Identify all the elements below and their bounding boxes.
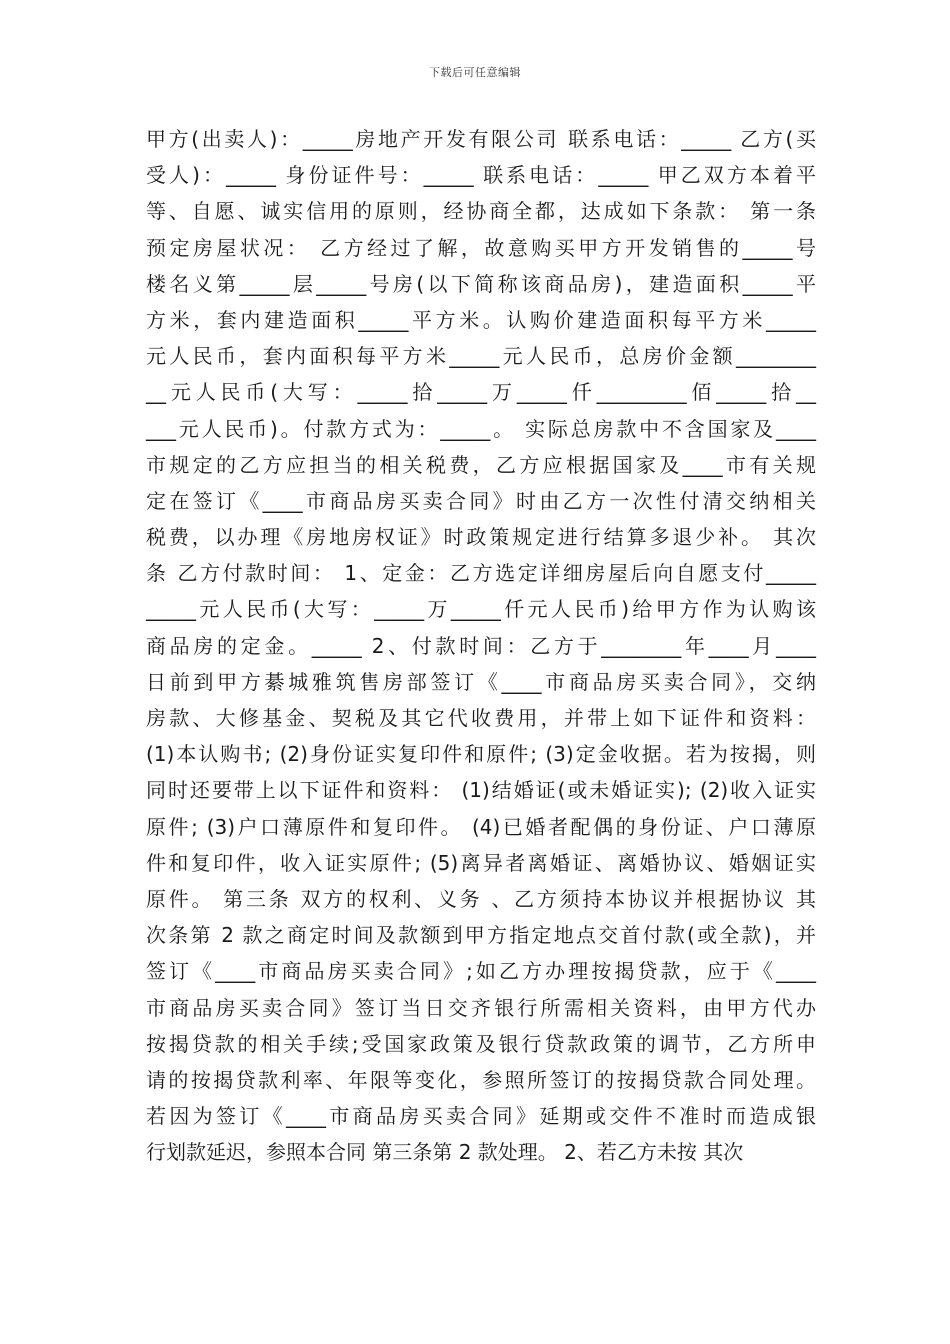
text-line-6: 方米，套内建造面积_____平方米。认购价建造面积每平方米_____ xyxy=(146,307,816,332)
text-line-7: 元人民币，套内面积每平方米_____元人民币，总房价金额________ xyxy=(146,344,816,369)
text-line-8: __元人民币(大写：_____拾_____万_____仟_________佰_____拾__ xyxy=(146,380,816,405)
text-line-10: 市规定的乙方应担当的相关税费，乙方应根据国家及____市有关规 xyxy=(146,452,816,477)
text-line-16: 日前到甲方綦城雅筑售房部签订《____市商品房买卖合同》，交纳 xyxy=(146,669,816,694)
page-header: 下载后可任意编辑 xyxy=(429,66,521,79)
text-line-14: _____元人民币(大写：_____万_____仟元人民币)给甲方作为认购该 xyxy=(146,597,816,622)
text-line-20: 原件; (3)户口薄原件和复印件。 (4)已婚者配偶的身份证、户口薄原 xyxy=(146,814,816,839)
text-line-27: 请的按揭贷款利率、年限等变化，参照所签订的按揭贷款合同处理。 xyxy=(146,1067,816,1092)
text-line-18: (1)本认购书; (2)身份证实复印件和原件; (3)定金收据。若为按揭，则 xyxy=(146,742,816,767)
text-line-15: 商品房的定金。_____ 2、付款时间：乙方于________年____月____ xyxy=(146,633,816,658)
text-line-24: 签订《____市商品房买卖合同》;如乙方办理按揭贷款，应于《____ xyxy=(146,959,816,984)
text-line-9: ___元人民币)。付款方式为：_____。 实际总房款中不含国家及____ xyxy=(146,416,816,441)
text-line-21: 件和复印件，收入证实原件; (5)离异者离婚证、离婚协议、婚姻证实 xyxy=(146,850,816,875)
text-line-1: 甲方(出卖人)：_____房地产开发有限公司 联系电话：_____ 乙方(买 xyxy=(146,127,816,151)
text-line-11: 定在签订《____市商品房买卖合同》时由乙方一次性付清交纳相关 xyxy=(146,488,816,513)
text-line-5: 楼名义第_____层_____号房(以下简称该商品房)，建造面积_____平 xyxy=(146,271,816,296)
text-line-19: 同时还要带上以下证件和资料： (1)结婚证(或未婚证实); (2)收入证实 xyxy=(146,778,816,803)
contract-body xyxy=(146,121,816,1170)
text-line-23: 次条第 2 款之商定时间及款额到甲方指定地点交首付款(或全款)，并 xyxy=(146,923,816,948)
text-line-22: 原件。 第三条 双方的权利、义务 、乙方须持本协议并根据协议 其 xyxy=(146,886,816,911)
text-line-4: 预定房屋状况： 乙方经过了解，故意购买甲方开发销售的_____号 xyxy=(146,235,816,260)
text-line-2: 受人)：_____ 身份证件号：_____ 联系电话：_____ 甲乙双方本着平 xyxy=(146,163,816,188)
text-line-17: 房款、大修基金、契税及其它代收费用，并带上如下证件和资料： xyxy=(146,706,816,730)
text-line-26: 按揭贷款的相关手续;受国家政策及银行贷款政策的调节，乙方所申 xyxy=(146,1031,816,1056)
text-line-12: 税费，以办理《房地房权证》时政策规定进行结算多退少补。 其次 xyxy=(146,525,816,550)
text-line-29: 行划款延迟，参照本合同 第三条第 2 款处理。 2、若乙方未按 其次 xyxy=(146,1140,744,1165)
text-line-3: 等、自愿、诚实信用的原则，经协商全都，达成如下条款： 第一条 xyxy=(146,199,816,224)
text-line-13: 条 乙方付款时间： 1、定金：乙方选定详细房屋后向自愿支付_____ xyxy=(146,561,816,586)
text-line-25: 市商品房买卖合同》签订当日交齐银行所需相关资料，由甲方代办 xyxy=(146,995,816,1020)
text-line-28: 若因为签订《____市商品房买卖合同》延期或交件不准时而造成银 xyxy=(146,1104,816,1129)
